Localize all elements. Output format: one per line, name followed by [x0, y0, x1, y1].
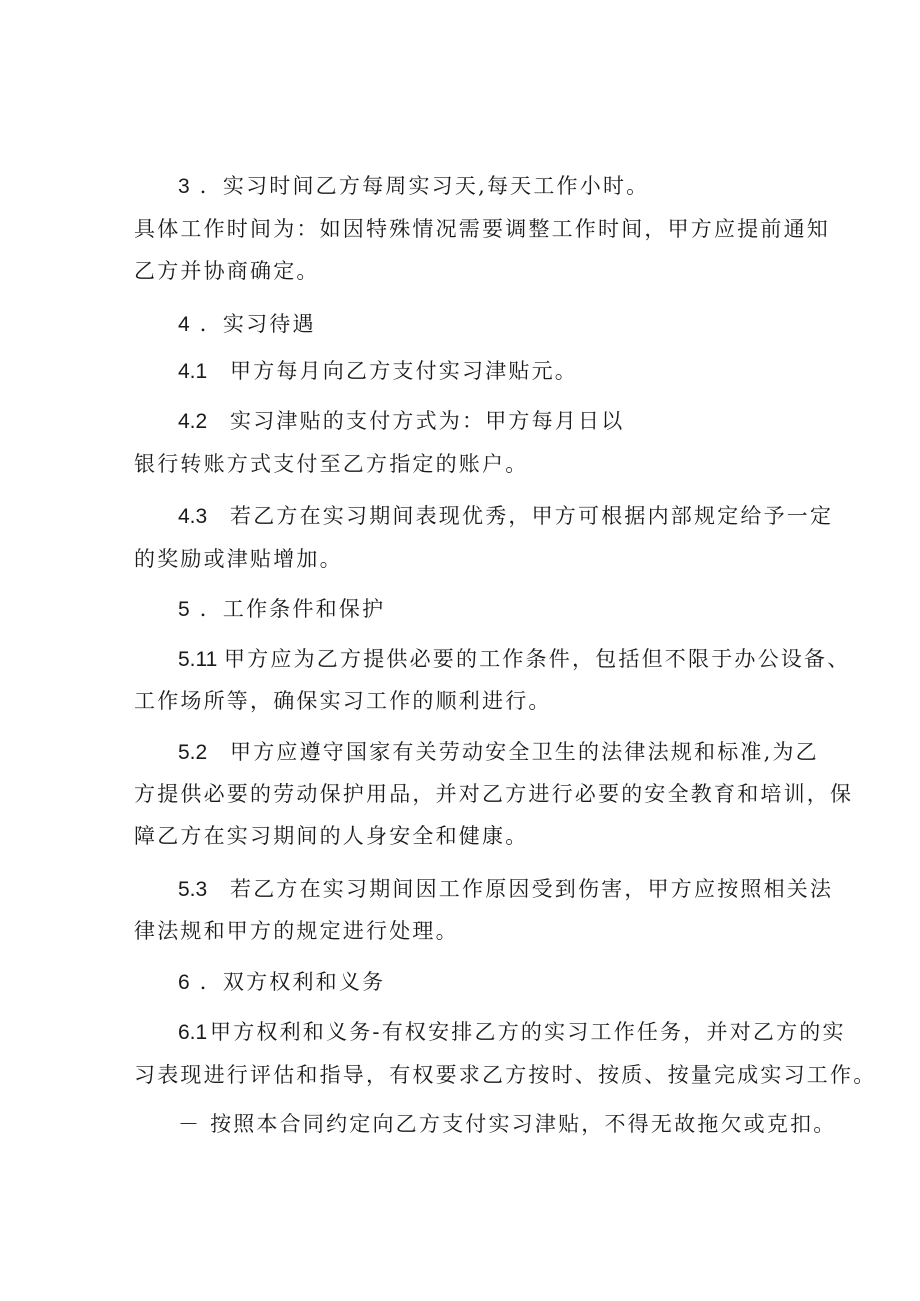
clause-5-3	[178, 875, 833, 904]
clause-text: 若乙方在实习期间因工作原因受到伤害，甲方应按照相关法	[230, 877, 834, 901]
section-number: 6	[178, 971, 190, 994]
paragraph-line: 乙方并协商确定。	[134, 259, 320, 283]
paragraph-line: 银行转账方式支付至乙方指定的账户。	[134, 452, 529, 476]
clause-4-2	[178, 407, 624, 436]
clause-6-1	[178, 1018, 846, 1047]
clause-number: 5.11	[178, 648, 218, 671]
paragraph-line: 障乙方在实习期间的人身安全和健康。	[134, 824, 529, 848]
section-3-heading	[178, 172, 649, 201]
section-heading-text: ．实习待遇	[199, 312, 316, 336]
section-6-heading	[178, 968, 385, 997]
section-heading-text: ．实习时间乙方每周实习天,每天工作小时。	[199, 174, 650, 198]
paragraph-line: 律法规和甲方的规定进行处理。	[134, 919, 459, 943]
clause-number: 6.1	[178, 1021, 208, 1044]
clause-number: 5.2	[178, 741, 208, 764]
clause-5-2	[178, 738, 819, 767]
clause-text: 甲方权利和义务-有权安排乙方的实习工作任务，并对乙方的实	[210, 1020, 846, 1044]
section-heading-text: ．工作条件和保护	[199, 597, 386, 621]
clause-5-1	[178, 645, 850, 674]
clause-number: 4.1	[178, 360, 208, 383]
clause-number: 4.3	[178, 505, 208, 528]
clause-number: 4.2	[178, 410, 208, 433]
paragraph-line: 的奖励或津贴增加。	[134, 547, 343, 571]
bullet-line: － 按照本合同约定向乙方支付实习津贴，不得无故拖欠或克扣。	[178, 1112, 837, 1136]
clause-4-3	[178, 502, 833, 531]
section-4-heading	[178, 310, 316, 339]
paragraph-line: 具体工作时间为：如因特殊情况需要调整工作时间，甲方应提前通知	[134, 217, 830, 241]
section-number: 5	[178, 598, 190, 621]
section-number: 4	[178, 313, 190, 336]
clause-4-1	[178, 357, 578, 386]
clause-text: 甲方应为乙方提供必要的工作条件，包括但不限于办公设备、	[224, 647, 851, 671]
paragraph-line: 习表现进行评估和指导，有权要求乙方按时、按质、按量完成实习工作。	[134, 1063, 877, 1087]
clause-text: 实习津贴的支付方式为：甲方每月日以	[230, 409, 625, 433]
clause-text: 甲方每月向乙方支付实习津贴元。	[230, 359, 578, 383]
paragraph-line: 方提供必要的劳动保护用品，并对乙方进行必要的安全教育和培训，保	[134, 782, 854, 806]
section-number: 3	[178, 175, 190, 198]
clause-text: 若乙方在实习期间表现优秀，甲方可根据内部规定给予一定	[230, 504, 834, 528]
section-5-heading	[178, 595, 385, 624]
clause-text: 甲方应遵守国家有关劳动安全卫生的法律法规和标准,为乙	[230, 740, 819, 764]
section-heading-text: ．双方权利和义务	[199, 970, 386, 994]
clause-number: 5.3	[178, 878, 208, 901]
paragraph-line: 工作场所等，确保实习工作的顺利进行。	[134, 689, 552, 713]
